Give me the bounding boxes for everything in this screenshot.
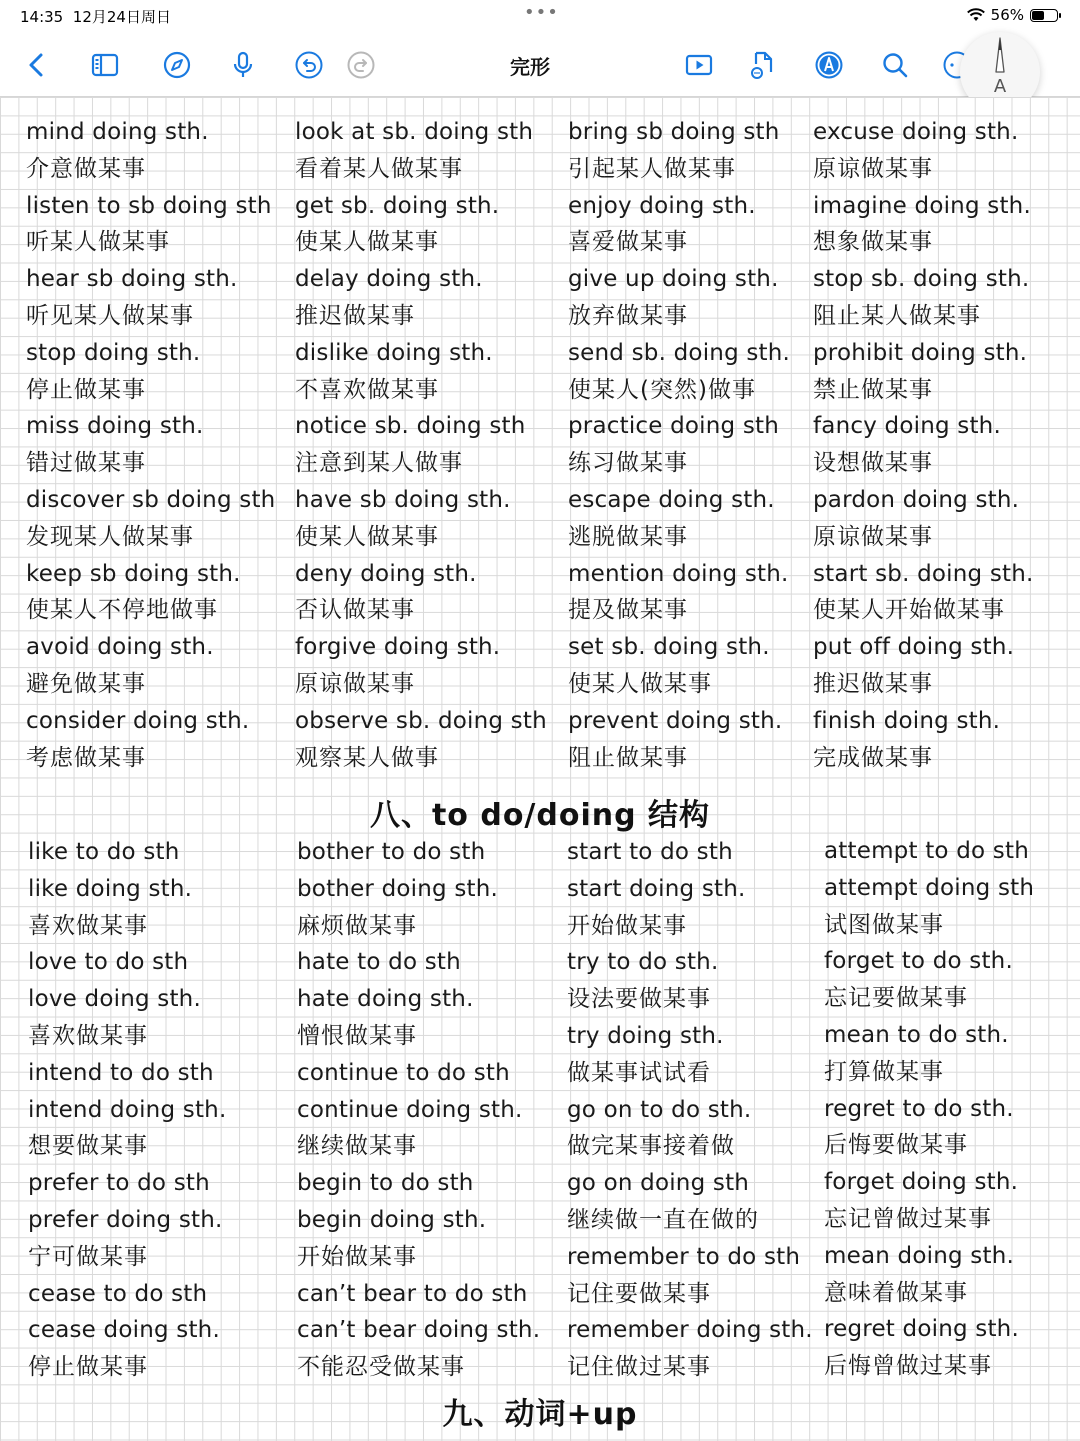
translation-text: 使某人做某事 (295, 523, 439, 550)
section2-column-4 (824, 833, 1034, 1385)
phrase-text: bring sb doing sth (568, 119, 780, 145)
translation-text: 打算做某事 (824, 1058, 944, 1085)
translation-text: 喜爱做某事 (568, 229, 688, 256)
phrase-text: put off doing sth. (813, 634, 1015, 661)
document-title[interactable]: 完形 (510, 55, 550, 79)
phrase-text: discover sb doing sth (26, 486, 276, 513)
phrase-text: cease to do sth (28, 1280, 208, 1307)
translation-text: 做某事试试看 (567, 1059, 711, 1086)
phrase-text: practice doing sth (568, 413, 780, 440)
phrase-text: cease doing sth. (28, 1317, 220, 1344)
phrase-text: bother to do sth (297, 839, 486, 865)
translation-text: 记住要做某事 (567, 1280, 711, 1307)
phrase-text: continue to do sth (297, 1059, 510, 1086)
phrase-text: have sb doing sth. (295, 486, 511, 513)
phrase-text: regret doing sth. (824, 1316, 1019, 1343)
phrase-text: begin doing sth. (297, 1206, 487, 1233)
translation-text: 阻止某人做某事 (813, 302, 981, 329)
phrase-text: keep sb doing sth. (26, 560, 241, 587)
phrase-text: prohibit doing sth. (813, 339, 1028, 366)
phrase-text: delay doing sth. (295, 266, 483, 293)
translation-text: 喜欢做某事 (28, 912, 148, 939)
phrase-text: avoid doing sth. (26, 634, 214, 661)
phrase-text: set sb. doing sth. (568, 634, 770, 661)
translation-text: 推迟做某事 (813, 670, 933, 697)
phrase-text: stop doing sth. (26, 339, 201, 366)
sidebar-icon[interactable] (88, 48, 122, 82)
section1-column-3 (568, 114, 790, 776)
phrase-text: give up doing sth. (568, 266, 779, 293)
phrase-text: start doing sth. (567, 875, 746, 902)
translation-text: 原谅做某事 (813, 155, 933, 182)
translation-text: 记住做过某事 (567, 1354, 711, 1381)
phrase-text: mention doing sth. (568, 560, 789, 587)
phrase-text: miss doing sth. (26, 413, 204, 440)
translation-text: 忘记要做某事 (824, 985, 968, 1012)
redo-icon[interactable] (344, 48, 378, 82)
phrase-text: escape doing sth. (568, 486, 775, 513)
phrase-text: start sb. doing sth. (813, 560, 1034, 587)
translation-text: 错过做某事 (26, 450, 146, 477)
section3-heading: 九、动词+up (442, 1397, 638, 1432)
search-icon[interactable] (878, 48, 912, 82)
translation-text: 后悔要做某事 (824, 1132, 968, 1159)
status-date: 12月24日周日 (72, 8, 171, 26)
translation-text: 禁止做某事 (813, 376, 933, 403)
section2-column-3 (567, 834, 813, 1386)
translation-text: 停止做某事 (26, 376, 146, 403)
phrase-text: fancy doing sth. (813, 413, 1001, 440)
phrase-text: deny doing sth. (295, 560, 477, 587)
phrase-text: prevent doing sth. (568, 707, 783, 734)
phrase-text: pardon doing sth. (813, 486, 1020, 513)
phrase-text: can’t bear to do sth (297, 1280, 528, 1307)
status-bar (0, 0, 1080, 34)
phrase-text: go on doing sth (567, 1170, 750, 1197)
translation-text: 逃脱做某事 (568, 523, 688, 550)
phrase-text: forgive doing sth. (295, 634, 501, 661)
phrase-text: prefer doing sth. (28, 1206, 223, 1233)
phrase-text: attempt to do sth (824, 838, 1029, 864)
status-time: 14:35 12月24日周日 (20, 8, 171, 26)
translation-text: 继续做某事 (297, 1133, 417, 1160)
translation-text: 发现某人做某事 (26, 523, 194, 550)
phrase-text: send sb. doing sth. (568, 339, 791, 366)
translation-text: 想象做某事 (813, 229, 933, 256)
section1-column-2 (295, 114, 547, 776)
microphone-icon[interactable] (226, 48, 260, 82)
phrase-text: excuse doing sth. (813, 119, 1019, 145)
phrase-text: finish doing sth. (813, 707, 1001, 734)
phrase-text: attempt doing sth (824, 874, 1035, 901)
translation-text: 宁可做某事 (28, 1243, 148, 1270)
section2-column-2 (297, 834, 540, 1386)
phrase-text: get sb. doing sth. (295, 192, 500, 219)
translation-text: 不喜欢做某事 (295, 376, 439, 403)
phrase-text: can’t bear doing sth. (297, 1317, 541, 1344)
translation-text: 麻烦做某事 (297, 912, 417, 939)
compass-icon[interactable] (160, 48, 194, 82)
phrase-text: remember doing sth. (567, 1317, 813, 1344)
toolbar (0, 34, 1080, 97)
battery-icon (1030, 9, 1058, 22)
phrase-text: mean doing sth. (824, 1242, 1014, 1269)
translation-text: 开始做某事 (297, 1243, 417, 1270)
phrase-text: prefer to do sth (28, 1170, 210, 1197)
undo-icon[interactable] (292, 48, 326, 82)
phrase-text: stop sb. doing sth. (813, 266, 1030, 293)
phrase-text: consider doing sth. (26, 707, 250, 734)
translation-text: 推迟做某事 (295, 302, 415, 329)
phrase-text: go on to do sth. (567, 1096, 752, 1123)
translation-text: 看着某人做某事 (295, 155, 463, 182)
phrase-text: remember to do sth (567, 1243, 801, 1270)
translation-text: 避免做某事 (26, 670, 146, 697)
translation-text: 设想做某事 (813, 450, 933, 477)
translation-text: 练习做某事 (568, 450, 688, 477)
phrase-text: bother doing sth. (297, 875, 499, 902)
translation-text: 放弃做某事 (568, 302, 688, 329)
translation-text: 观察某人做事 (295, 744, 439, 771)
phrase-text: like doing sth. (28, 875, 193, 902)
translation-text: 使某人(突然)做事 (568, 376, 756, 403)
phrase-text: look at sb. doing sth (295, 119, 534, 145)
phrase-text: forget to do sth. (824, 948, 1013, 975)
translation-text: 引起某人做某事 (568, 155, 736, 182)
translation-text: 开始做某事 (567, 912, 687, 939)
phrase-text: hear sb doing sth. (26, 266, 238, 293)
translation-text: 注意到某人做事 (295, 450, 463, 477)
translation-text: 意味着做某事 (824, 1279, 968, 1306)
phrase-text: observe sb. doing sth (295, 707, 547, 734)
translation-text: 原谅做某事 (295, 670, 415, 697)
section1-column-1 (26, 114, 275, 776)
translation-text: 后悔曾做过某事 (824, 1353, 992, 1380)
translation-text: 考虑做某事 (26, 744, 146, 771)
translation-text: 设法要做某事 (567, 986, 711, 1013)
phrase-text: love doing sth. (28, 986, 201, 1013)
presentation-icon[interactable] (682, 48, 716, 82)
translation-text: 使某人做某事 (295, 229, 439, 256)
phrase-text: enjoy doing sth. (568, 192, 756, 219)
translation-text: 喜欢做某事 (28, 1022, 148, 1049)
translation-text: 听某人做某事 (26, 229, 170, 256)
phrase-text: intend doing sth. (28, 1096, 227, 1123)
section2-column-1 (28, 834, 226, 1386)
translation-text: 不能忍受做某事 (297, 1354, 465, 1381)
translation-text: 做完某事接着做 (567, 1133, 735, 1160)
phrase-text: like to do sth (28, 839, 180, 865)
translation-text: 使某人不停地做事 (26, 597, 218, 624)
phrase-text: begin to do sth (297, 1170, 474, 1197)
translation-text: 否认做某事 (295, 597, 415, 624)
translation-text: 原谅做某事 (813, 523, 933, 550)
phrase-text: start to do sth (567, 839, 733, 865)
pencil-label: A (993, 76, 1007, 97)
phrase-text: continue doing sth. (297, 1096, 523, 1123)
phrase-text: mind doing sth. (26, 119, 209, 145)
phrase-text: notice sb. doing sth (295, 413, 526, 440)
phrase-text: try doing sth. (567, 1022, 724, 1049)
phrase-text: intend to do sth (28, 1059, 214, 1086)
translation-text: 使某人开始做某事 (813, 597, 1005, 624)
phrase-text: hate to do sth (297, 949, 461, 976)
phrase-text: dislike doing sth. (295, 339, 493, 366)
translation-text: 憎恨做某事 (297, 1022, 417, 1049)
wifi-icon (967, 8, 985, 22)
phrase-text: listen to sb doing sth (26, 192, 272, 219)
section2-heading: 八、to do/doing 结构 (369, 798, 711, 833)
phrase-text: forget doing sth. (824, 1169, 1019, 1196)
phrase-text: imagine doing sth. (813, 192, 1031, 219)
translation-text: 停止做某事 (28, 1354, 148, 1381)
translation-text: 试图做某事 (824, 911, 944, 938)
note-page[interactable] (0, 97, 1080, 1441)
phrase-text: regret to do sth. (824, 1095, 1014, 1122)
translation-text: 完成做某事 (813, 744, 933, 771)
phrase-text: try to do sth. (567, 949, 719, 976)
share-document-icon[interactable] (746, 48, 780, 82)
translation-text: 介意做某事 (26, 155, 146, 182)
translation-text: 想要做某事 (28, 1133, 148, 1160)
multitask-dots-icon[interactable]: ••• (524, 2, 559, 23)
translation-text: 继续做一直在做的 (567, 1206, 759, 1233)
translation-text: 阻止做某事 (568, 744, 688, 771)
back-chevron-icon[interactable] (20, 48, 54, 82)
translation-text: 听见某人做某事 (26, 302, 194, 329)
translation-text: 提及做某事 (568, 597, 688, 624)
battery-percent: 56% (990, 6, 1024, 24)
phrase-text: hate doing sth. (297, 986, 474, 1013)
phrase-text: love to do sth (28, 949, 189, 976)
pen-tool-icon[interactable] (812, 48, 846, 82)
section1-column-4 (813, 114, 1034, 776)
translation-text: 忘记曾做过某事 (824, 1205, 992, 1232)
phrase-text: mean to do sth. (824, 1021, 1009, 1048)
translation-text: 使某人做某事 (568, 670, 712, 697)
